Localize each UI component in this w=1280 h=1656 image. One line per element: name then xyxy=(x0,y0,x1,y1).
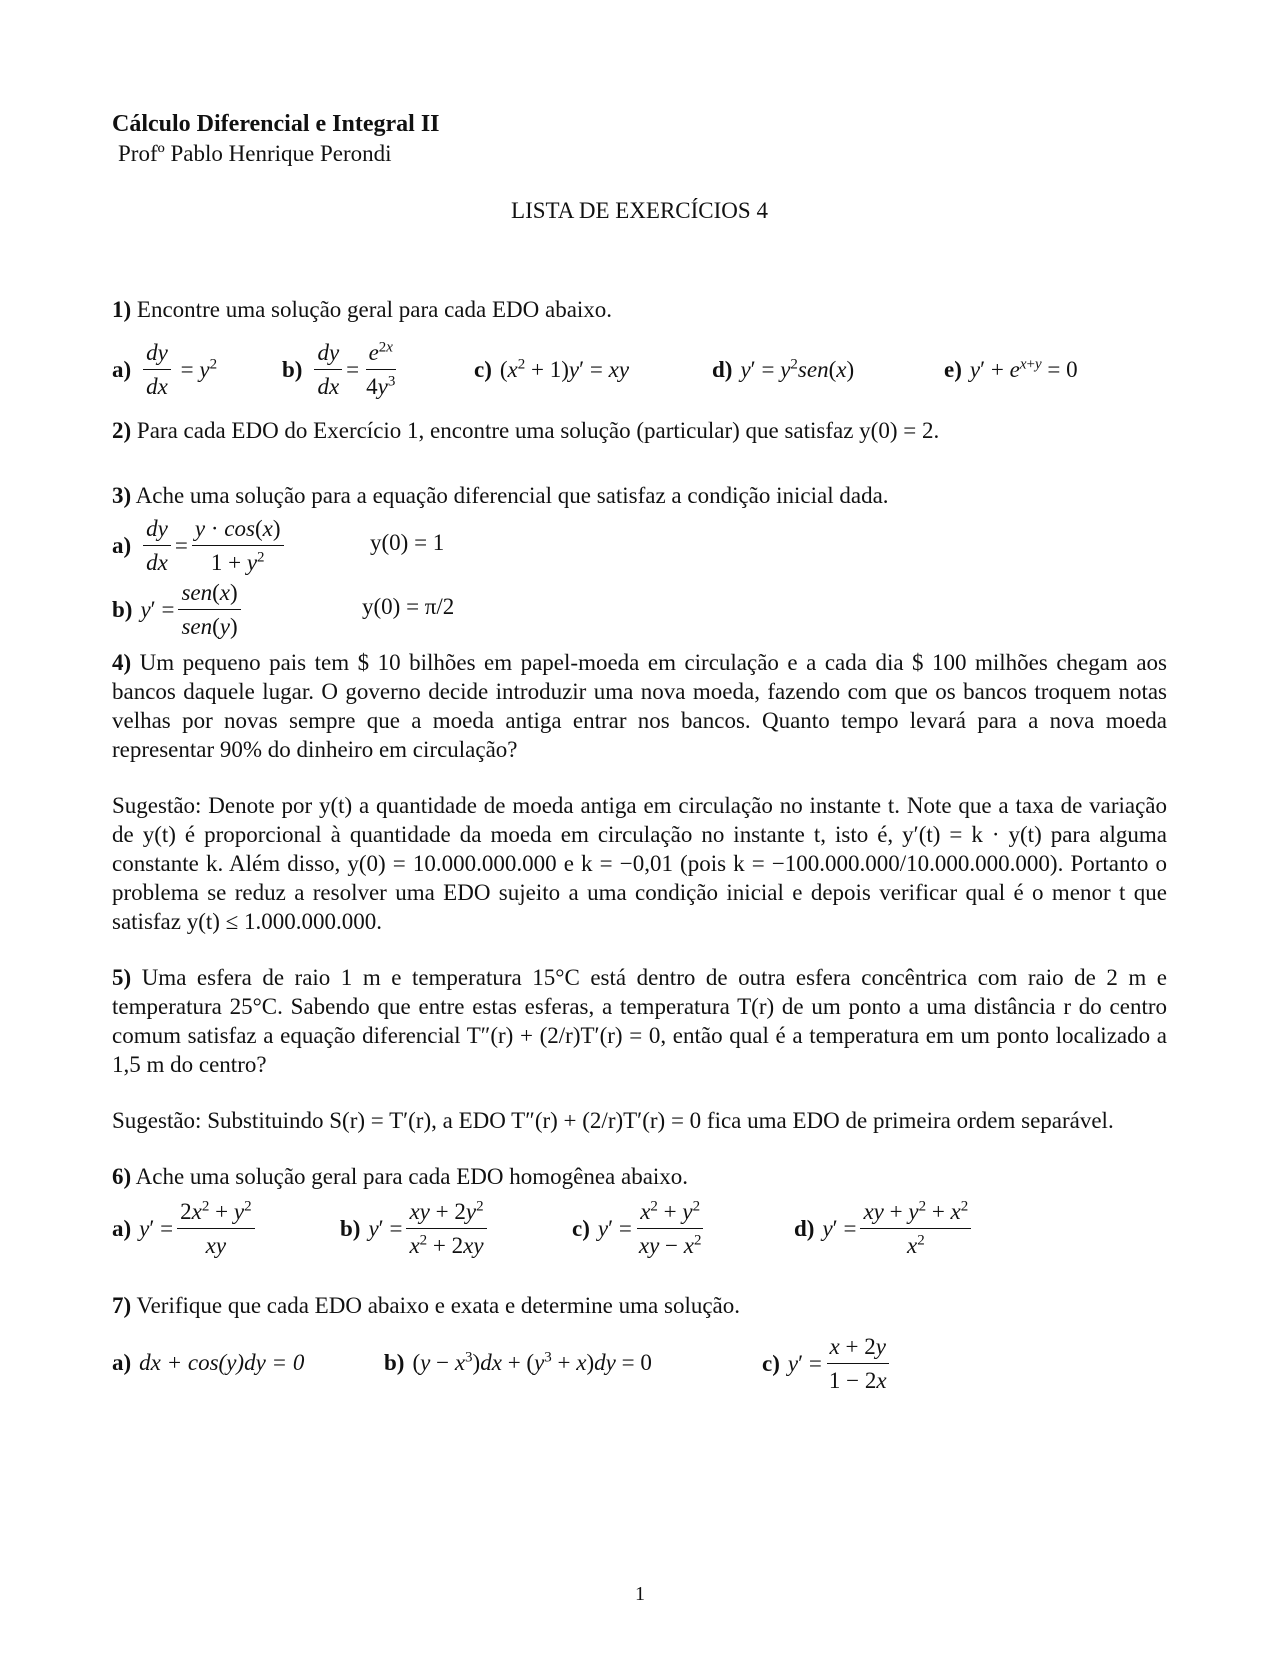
exercise-number: 6) xyxy=(112,1164,132,1189)
equation-3b: b) y′ = $\frac{\text{sen(x)}}{\text{sen(y)}}$ xyxy=(112,578,245,641)
course-title: Cálculo Diferencial e Integral II xyxy=(112,111,440,137)
equation-6d: d) y′ = $\frac{xy + y^2 + x^2}{x^2}$ xyxy=(794,1197,975,1260)
equation-7b: b) $(y - x^3)dx + (y^3 + x)dy = 0$ xyxy=(384,1349,652,1375)
exercise-2 xyxy=(112,416,1167,445)
exercise-7 xyxy=(112,1291,1167,1320)
exercise-number: 4) xyxy=(112,650,132,675)
condition-3b: y(0) = π/2 xyxy=(362,594,455,619)
exercise-6 xyxy=(112,1162,1167,1191)
equation-7a: a) dx + cos(y)dy = 0 xyxy=(112,1350,305,1375)
exercise-5-hint: Sugestão: Substituindo S(r) = T′(r), a EDO T″(r) + (2/r)T′(r) = 0 fica uma EDO de primeira ordem separável. xyxy=(112,1108,1114,1133)
equation-7c: c) y′ = $\frac{x + 2y}{1 - 2x}$ xyxy=(762,1332,894,1395)
exercise-number: 2) xyxy=(112,418,132,443)
equation-3b-row xyxy=(112,574,1167,640)
equation-6c: c) y′ = $\frac{x^2 + y^2}{xy - x^2}$ xyxy=(572,1198,702,1258)
exercise-3 xyxy=(112,481,1167,510)
condition-3a: y(0) = 1 xyxy=(370,530,445,555)
exercise-number: 5) xyxy=(112,965,132,990)
equation-1e: e) $y' + e^{x+y} = 0$ xyxy=(944,355,1078,382)
professor-name: Profº Pablo Henrique Perondi xyxy=(118,141,392,166)
exercise-number: 3) xyxy=(112,483,132,508)
page-content xyxy=(112,110,1167,1402)
exercise-7-equations xyxy=(112,1332,1167,1402)
exercise-1-equations xyxy=(112,334,1167,404)
exercise-1 xyxy=(112,295,1167,324)
exercise-5 xyxy=(112,963,1167,1079)
equation-6a: a) y′ = $\frac{2x^2 + y^2}{xy}$ xyxy=(112,1197,259,1260)
equation-3a: a) $\frac{dy}{dx}$ = $\frac{y \cdot \cos(x)}{1 + y^2}$ xyxy=(112,514,288,577)
equation-1a: a) $\frac{dy}{dx}$ = $y^2$ xyxy=(112,339,218,399)
equation-6b: b) y′ = $\frac{xy + 2y^2}{x^2 + 2xy}$ xyxy=(340,1197,491,1260)
exercise-text: Para cada EDO do Exercício 1, encontre uma solução (particular) que satisfaz y(0) = 2. xyxy=(136,418,940,443)
exercise-text: Verifique que cada EDO abaixo e exata e determine uma solução. xyxy=(136,1293,740,1318)
exercise-number: 1) xyxy=(112,297,132,322)
document-title: LISTA DE EXERCÍCIOS 4 xyxy=(511,198,768,223)
exercise-4 xyxy=(112,648,1167,764)
equation-1d: d) $y' = y^2sen(x)$ xyxy=(712,355,855,382)
exercise-text: Uma esfera de raio 1 m e temperatura 15°C está dentro de outra esfera concêntrica com raio de 2 m e temperatura 25°C. Sabendo que entre estas esferas, a temperatura T(r) de um ponto a uma distância r do centro comum satisfaz a equação diferencial T″(r) + (2/r)T′(r) = 0, então qual é a temperatura em um ponto localizado a 1,5 m do centro? xyxy=(112,965,1167,1077)
equation-3a-row xyxy=(112,510,1167,574)
exercise-text: Ache uma solução para a equação diferencial que satisfaz a condição inicial dada. xyxy=(135,483,889,508)
page-number: 1 xyxy=(635,1583,645,1605)
exercise-text: Encontre uma solução geral para cada EDO abaixo. xyxy=(136,297,613,322)
exercise-number: 7) xyxy=(112,1293,132,1318)
equation-1b: b) $\frac{dy}{dx}$ = $\frac{e^{2x}}{4y^3}$ xyxy=(282,338,396,399)
exercise-4-hint: Sugestão: Denote por y(t) a quantidade de moeda antiga em circulação no instante t. Note que a taxa de variação de y(t) é proporcional à quantidade da moeda em circulação no instante t, isto é, y′(t) = k · y(t) para alguma constante k. Além disso, y(0) = 10.000.000.000 e k = −0,01 (pois k = −100.000.000/10.000.000.000). Portanto o problema se reduz a resolver uma EDO sujeito a uma condição inicial e depois verificar qual é o menor t que satisfaz y(t) ≤ 1.000.000.000. xyxy=(112,793,1167,934)
exercise-6-equations xyxy=(112,1197,1167,1275)
exercise-text: Ache uma solução geral para cada EDO homogênea abaixo. xyxy=(135,1164,689,1189)
equation-1c: c) $(x^2 + 1)y'$ = xy xyxy=(474,355,630,382)
exercise-text: Um pequeno pais tem $ 10 bilhões em papel-moeda em circulação e a cada dia $ 100 milhões chegam aos bancos daquele lugar. O governo decide introduzir uma nova moeda, fazendo com que os bancos troquem notas velhas por novas sempre que a moeda antiga entrar nos bancos. Quanto tempo levará para a nova moeda representar 90% do dinheiro em circulação? xyxy=(112,650,1168,762)
